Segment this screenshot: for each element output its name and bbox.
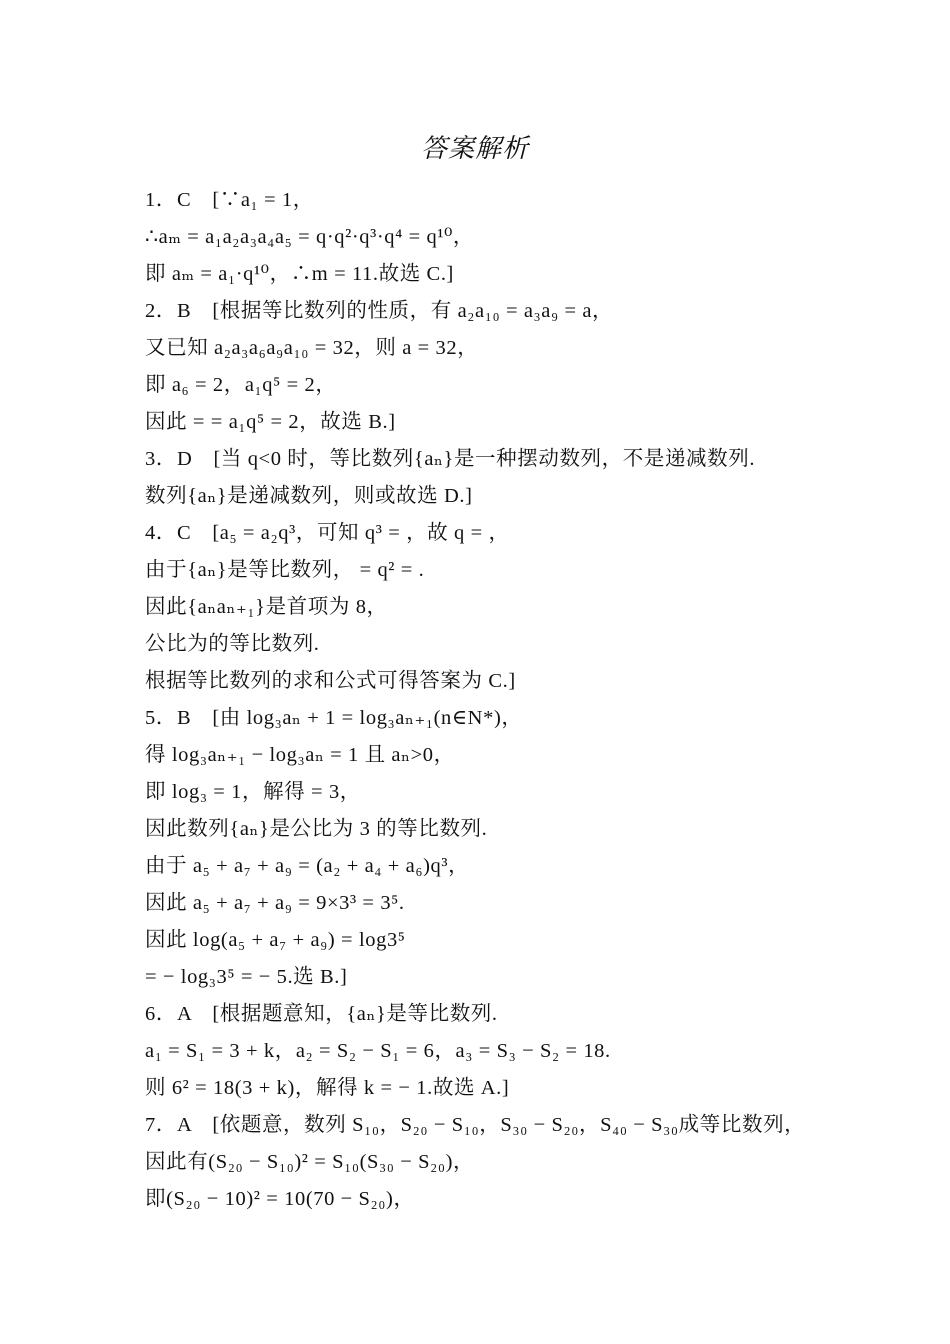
- text-line: [145, 1107, 905, 1144]
- line-text: 因此 a₅ + a₇ + a₉ = 9×3³ = 3⁵.: [145, 892, 405, 914]
- line-text: 5．B [由 log₃aₙ + 1 = log₃aₙ₊₁(n∈N*)，: [145, 707, 523, 729]
- text-line: [145, 478, 905, 515]
- text-line: [145, 774, 905, 811]
- text-line: [145, 922, 905, 959]
- text-line: [145, 182, 905, 219]
- line-text: 7．A [依题意，数列 S₁₀，S₂₀ − S₁₀，S₃₀ − S₂₀，S₄₀ − S₃₀成等比数列，: [145, 1114, 806, 1136]
- line-text: 因此数列{aₙ}是公比为 3 的等比数列.: [145, 818, 488, 840]
- line-text: a₁ = S₁ = 3 + k，a₂ = S₂ − S₁ = 6，a₃ = S₃ − S₂ = 18.: [145, 1040, 611, 1062]
- text-line: [145, 959, 905, 996]
- line-text: 3．D [当 q<0 时，等比数列{aₙ}是一种摆动数列，不是递减数列.: [145, 448, 756, 470]
- text-line: [145, 1144, 905, 1181]
- text-line: [145, 885, 905, 922]
- text-line: [145, 441, 905, 478]
- line-text: 公比为的等比数列.: [145, 633, 320, 655]
- line-text: 1．C [∵a₁ = 1，: [145, 189, 314, 211]
- text-line: [145, 367, 905, 404]
- line-text: 由于 a₅ + a₇ + a₉ = (a₂ + a₄ + a₆)q³，: [145, 855, 470, 877]
- text-line: [145, 256, 905, 293]
- line-text: ∴aₘ = a₁a₂a₃a₄a₅ = q·q²·q³·q⁴ = q¹⁰，: [145, 226, 475, 248]
- line-text: 4．C [a₅ = a₂q³，可知 q³ = ，故 q = ，: [145, 522, 510, 544]
- text-line: [145, 811, 905, 848]
- text-line: [145, 996, 905, 1033]
- line-text: 因此 = = a₁q⁵ = 2，故选 B.]: [145, 411, 396, 433]
- text-line: [145, 515, 905, 552]
- line-text: = − log₃3⁵ = − 5.选 B.]: [145, 966, 348, 988]
- line-text: 即(S₂₀ − 10)² = 10(70 − S₂₀)，: [145, 1188, 415, 1210]
- line-text: 即 aₘ = a₁·q¹⁰，∴m = 11.故选 C.]: [145, 263, 454, 285]
- line-text: 数列{aₙ}是递减数列，则或故选 D.]: [145, 485, 473, 507]
- text-line: [145, 219, 905, 256]
- line-text: 因此有(S₂₀ − S₁₀)² = S₁₀(S₃₀ − S₂₀)，: [145, 1151, 475, 1173]
- line-text: 因此{aₙaₙ₊₁}是首项为 8，: [145, 596, 388, 618]
- line-text: 由于{aₙ}是等比数列， = q² = .: [145, 559, 425, 581]
- line-text: 2．B [根据等比数列的性质，有 a₂a₁₀ = a₃a₉ = a，: [145, 300, 614, 322]
- text-line: [145, 626, 905, 663]
- text-line: [145, 700, 905, 737]
- text-line: [145, 848, 905, 885]
- line-text: 则 6² = 18(3 + k)，解得 k = − 1.故选 A.]: [145, 1077, 510, 1099]
- line-text: 即 a₆ = 2，a₁q⁵ = 2，: [145, 374, 337, 396]
- text-line: [145, 293, 905, 330]
- text-line: [145, 1181, 905, 1218]
- text-line: [145, 552, 905, 589]
- text-line: [145, 589, 905, 626]
- text-line: [145, 737, 905, 774]
- line-text: 得 log₃aₙ₊₁ − log₃aₙ = 1 且 aₙ>0，: [145, 744, 455, 766]
- page-title: 答案解析: [420, 134, 529, 163]
- text-line: [145, 404, 905, 441]
- line-text: 即 log₃ = 1，解得 = 3，: [145, 781, 361, 803]
- line-text: 根据等比数列的求和公式可得答案为 C.]: [145, 670, 516, 692]
- text-line: [145, 330, 905, 367]
- text-line: [145, 1033, 905, 1070]
- text-line: [145, 663, 905, 700]
- line-text: 因此 log(a₅ + a₇ + a₉) = log3⁵: [145, 929, 406, 951]
- line-text: 6．A [根据题意知，{aₙ}是等比数列.: [145, 1003, 498, 1025]
- text-line: [145, 1070, 905, 1107]
- answer-text-body: [145, 182, 905, 1218]
- line-text: 又已知 a₂a₃a₆a₉a₁₀ = 32，则 a = 32，: [145, 337, 479, 359]
